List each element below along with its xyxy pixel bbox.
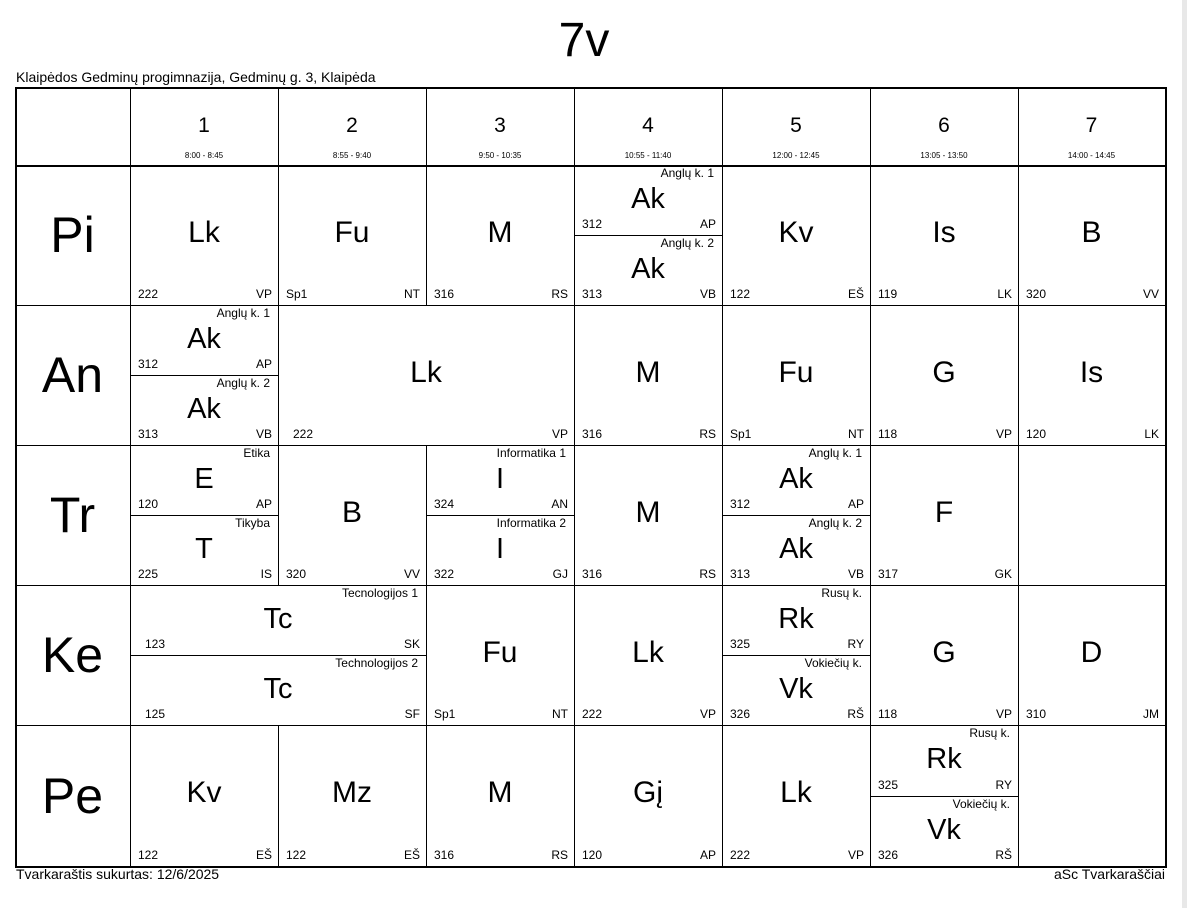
lesson-cell[interactable] (870, 585, 1018, 725)
lesson-cell[interactable] (574, 165, 722, 235)
lesson-room: 316 (582, 427, 603, 441)
software-name: aSc Tvarkaraščiai (1053, 866, 1165, 882)
lesson-room: 122 (286, 848, 307, 862)
lesson-teacher: AP (847, 497, 864, 511)
period-header (130, 87, 278, 165)
lesson-group: Anglų k. 1 (660, 166, 714, 180)
lesson-cell[interactable] (870, 165, 1018, 305)
lesson-subject: F (934, 496, 954, 529)
day-label: Tr (49, 487, 96, 543)
lesson-room: 313 (730, 567, 751, 581)
lesson-room: 324 (434, 497, 455, 511)
lesson-room: 120 (138, 497, 159, 511)
lesson-cell[interactable] (130, 725, 278, 866)
lesson-cell[interactable] (426, 585, 574, 725)
lesson-subject: Fu (778, 356, 814, 389)
lesson-subject: Lk (410, 356, 442, 389)
lesson-cell[interactable] (130, 655, 426, 725)
lesson-room: 320 (1026, 287, 1047, 301)
lesson-cell[interactable] (426, 725, 574, 866)
lesson-cell[interactable] (426, 165, 574, 305)
lesson-cell[interactable] (722, 725, 870, 866)
lesson-group: Anglų k. 2 (216, 376, 270, 390)
lesson-teacher: RY (847, 637, 864, 651)
lesson-subject: Rk (926, 743, 962, 775)
lesson-subject: Is (1079, 356, 1104, 389)
lesson-cell[interactable] (722, 655, 870, 725)
lesson-subject: B (1081, 216, 1102, 249)
lesson-cell[interactable] (870, 305, 1018, 445)
period-header (1018, 87, 1165, 165)
lesson-room: 120 (582, 848, 603, 862)
lesson-room: 222 (582, 707, 603, 721)
lesson-room: 225 (138, 567, 159, 581)
lesson-subject: Rk (778, 603, 814, 635)
period-time: 8:55 - 9:40 (332, 151, 372, 160)
day-label: Pe (41, 767, 104, 824)
lesson-room: 316 (582, 567, 603, 581)
lesson-teacher: AP (255, 357, 272, 371)
lesson-subject: Ak (779, 533, 813, 565)
lesson-teacher: IS (260, 567, 272, 581)
lesson-room: 222 (138, 287, 159, 301)
lesson-room: 312 (582, 217, 603, 231)
period-number: 1 (198, 114, 210, 137)
lesson-cell[interactable] (722, 585, 870, 655)
lesson-teacher: VP (847, 848, 864, 862)
lesson-room: 122 (138, 848, 159, 862)
lesson-subject: Vk (927, 814, 961, 846)
lesson-subject: Ak (779, 463, 813, 495)
lesson-subject: G (932, 636, 956, 669)
lesson-cell[interactable] (278, 165, 426, 305)
lesson-teacher: RS (551, 848, 568, 862)
lesson-cell[interactable] (870, 445, 1018, 585)
lesson-room: 119 (878, 287, 898, 301)
grid-line (1018, 796, 1019, 866)
lesson-subject: Lk (632, 636, 664, 669)
lesson-cell[interactable] (574, 445, 722, 585)
lesson-teacher: RS (699, 427, 716, 441)
lesson-group: Tikyba (235, 516, 270, 530)
lesson-room: 125 (145, 707, 166, 721)
lesson-room: Sp1 (730, 427, 752, 441)
lesson-teacher: VP (255, 287, 272, 301)
lesson-subject: Ak (631, 183, 665, 215)
lesson-group: Technologijos 2 (335, 656, 418, 670)
lesson-room: 312 (138, 357, 159, 371)
period-header (426, 87, 574, 165)
lesson-cell[interactable] (130, 305, 278, 375)
lesson-subject: B (341, 496, 362, 529)
lesson-subject: Ak (187, 323, 221, 355)
lesson-teacher: VB (847, 567, 864, 581)
lesson-subject: M (635, 496, 661, 529)
lesson-cell[interactable] (1018, 165, 1165, 305)
lesson-teacher: VP (699, 707, 716, 721)
lesson-room: 326 (730, 707, 751, 721)
lesson-teacher: NT (552, 707, 568, 721)
period-number: 7 (1085, 114, 1098, 137)
lesson-group: Rusų k. (969, 726, 1010, 740)
lesson-subject: Ak (187, 393, 221, 425)
lesson-group: Informatika 2 (496, 516, 566, 530)
lesson-teacher: RS (699, 567, 716, 581)
lesson-cell[interactable] (870, 725, 1018, 796)
lesson-teacher: JM (1143, 707, 1159, 721)
lesson-room: 322 (434, 567, 455, 581)
lesson-subject: D (1080, 636, 1103, 669)
lesson-subject: M (635, 356, 661, 389)
lesson-subject: M (487, 216, 513, 249)
lesson-room: 222 (293, 427, 314, 441)
lesson-room: 313 (138, 427, 159, 441)
lesson-teacher: GJ (552, 567, 568, 581)
lesson-teacher: VP (551, 427, 568, 441)
period-number: 3 (494, 114, 506, 137)
lesson-teacher: RS (551, 287, 568, 301)
lesson-cell[interactable] (574, 725, 722, 866)
lesson-teacher: NT (848, 427, 864, 441)
lesson-subject: Kv (778, 216, 814, 249)
lesson-subject: Vk (779, 673, 813, 705)
lesson-teacher: RŠ (995, 848, 1012, 862)
lesson-teacher: AP (699, 217, 716, 231)
lesson-group: Anglų k. 2 (808, 516, 862, 530)
lesson-room: 123 (145, 637, 166, 651)
grid-line (1165, 87, 1167, 868)
lesson-cell[interactable] (722, 515, 870, 585)
lesson-teacher: EŠ (403, 848, 420, 862)
lesson-cell[interactable] (278, 445, 426, 585)
lesson-cell[interactable] (870, 796, 1018, 866)
created-date: Tvarkaraštis sukurtas: 12/6/2025 (16, 866, 220, 882)
lesson-cell[interactable] (426, 515, 574, 585)
period-number: 4 (642, 114, 654, 137)
lesson-room: 313 (582, 287, 603, 301)
lesson-subject: T (195, 533, 213, 565)
lesson-subject: Kv (186, 776, 222, 809)
lesson-subject: Tc (263, 673, 293, 705)
lesson-room: 120 (1026, 427, 1047, 441)
lesson-cell[interactable] (574, 305, 722, 445)
lesson-room: 317 (878, 567, 899, 581)
lesson-group: Tecnologijos 1 (341, 586, 418, 600)
lesson-teacher: EŠ (847, 287, 864, 301)
period-number: 5 (790, 114, 802, 137)
lesson-teacher: EŠ (255, 848, 272, 862)
period-time: 12:00 - 12:45 (772, 151, 820, 160)
lesson-teacher: AP (699, 848, 716, 862)
lesson-teacher: AP (255, 497, 272, 511)
lesson-subject: Fu (334, 216, 370, 249)
page-title: 7v (558, 14, 610, 67)
lesson-subject: I (495, 463, 505, 495)
lesson-teacher: LK (1144, 427, 1159, 441)
lesson-subject: Ak (631, 253, 665, 285)
lesson-teacher: VV (403, 567, 420, 581)
lesson-teacher: VB (255, 427, 272, 441)
lesson-cell[interactable] (1018, 585, 1165, 725)
lesson-teacher: LK (997, 287, 1012, 301)
period-header (722, 87, 870, 165)
period-header (870, 87, 1018, 165)
school-name: Klaipėdos Gedminų progimnazija, Gedminų g. 3, Klaipėda (16, 69, 376, 85)
lesson-cell[interactable] (130, 515, 278, 585)
lesson-teacher: VB (699, 287, 716, 301)
lesson-group: Anglų k. 2 (660, 236, 714, 250)
lesson-teacher: GK (994, 567, 1012, 581)
lesson-cell[interactable] (574, 585, 722, 725)
lesson-subject: G (932, 356, 956, 389)
lesson-cell[interactable] (722, 445, 870, 515)
period-number: 6 (938, 114, 950, 137)
lesson-cell[interactable] (130, 585, 426, 655)
lesson-room: 326 (878, 848, 899, 862)
lesson-teacher: VP (995, 427, 1012, 441)
lesson-subject: Gį (633, 776, 663, 809)
lesson-subject: Lk (780, 776, 812, 809)
period-time: 8:00 - 8:45 (184, 151, 224, 160)
grid-line (1018, 725, 1019, 796)
lesson-subject: Lk (188, 216, 220, 249)
lesson-teacher: SF (404, 707, 420, 721)
lesson-room: Sp1 (434, 707, 456, 721)
period-header (278, 87, 426, 165)
lesson-teacher: VV (1142, 287, 1159, 301)
lesson-subject: Mz (332, 776, 372, 809)
lesson-room: 122 (730, 287, 751, 301)
lesson-cell[interactable] (1018, 305, 1165, 445)
lesson-cell[interactable] (426, 445, 574, 515)
lesson-room: Sp1 (286, 287, 308, 301)
lesson-cell[interactable] (278, 305, 574, 445)
lesson-cell[interactable] (278, 725, 426, 866)
lesson-subject: Is (932, 216, 956, 249)
lesson-subject: E (194, 463, 214, 495)
lesson-room: 320 (286, 567, 307, 581)
lesson-group: Anglų k. 1 (216, 306, 270, 320)
period-header (574, 87, 722, 165)
day-label: An (41, 347, 104, 403)
lesson-subject: I (495, 533, 505, 565)
lesson-room: 316 (434, 848, 455, 862)
lesson-subject: Fu (482, 636, 518, 669)
period-number: 2 (346, 114, 358, 137)
lesson-teacher: RY (995, 778, 1012, 792)
lesson-teacher: RŠ (847, 707, 864, 721)
lesson-room: 312 (730, 497, 751, 511)
period-time: 13:05 - 13:50 (920, 151, 968, 160)
lesson-room: 325 (878, 778, 899, 792)
lesson-cell[interactable] (722, 305, 870, 445)
period-time: 9:50 - 10:35 (478, 151, 522, 160)
lesson-cell[interactable] (574, 235, 722, 305)
lesson-room: 325 (730, 637, 751, 651)
lesson-group: Rusų k. (821, 586, 862, 600)
lesson-teacher: NT (404, 287, 420, 301)
lesson-cell[interactable] (130, 375, 278, 445)
lesson-group: Etika (243, 446, 270, 460)
lesson-group: Vokiečių k. (804, 656, 862, 670)
period-time: 14:00 - 14:45 (1067, 151, 1116, 160)
lesson-cell[interactable] (130, 165, 278, 305)
lesson-room: 222 (730, 848, 751, 862)
lesson-room: 118 (878, 427, 898, 441)
lesson-room: 310 (1026, 707, 1047, 721)
lesson-subject: Tc (263, 603, 293, 635)
lesson-cell[interactable] (722, 165, 870, 305)
lesson-room: 118 (878, 707, 898, 721)
day-label: Pi (50, 207, 95, 263)
period-time: 10:55 - 11:40 (624, 151, 672, 160)
grid-line (1018, 445, 1019, 585)
lesson-subject: M (487, 776, 513, 809)
lesson-teacher: AN (551, 497, 568, 511)
lesson-group: Vokiečių k. (952, 797, 1010, 811)
lesson-group: Anglų k. 1 (808, 446, 862, 460)
lesson-teacher: VP (995, 707, 1012, 721)
lesson-teacher: SK (403, 637, 420, 651)
day-label: Ke (41, 627, 104, 683)
lesson-room: 316 (434, 287, 455, 301)
lesson-cell[interactable] (130, 445, 278, 515)
lesson-group: Informatika 1 (496, 446, 566, 460)
